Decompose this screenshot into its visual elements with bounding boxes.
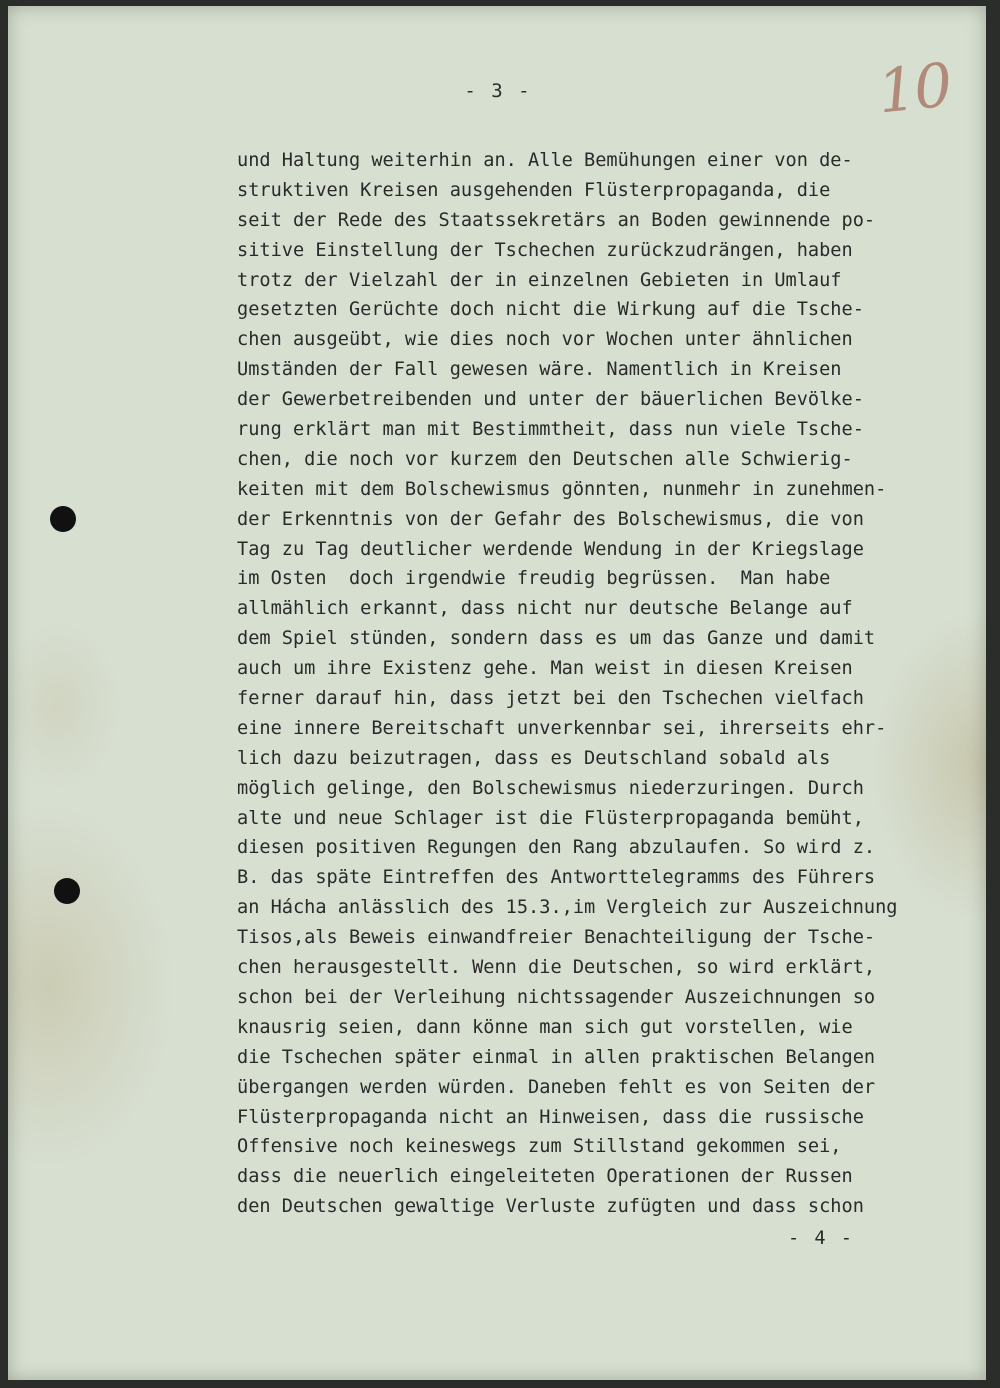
text-line: der Gewerbetreibenden und unter der bäuerlichen Bevölke-: [237, 389, 864, 411]
text-line: alte und neue Schlager ist die Flüsterpropaganda bemüht,: [237, 807, 864, 829]
text-line: chen, die noch vor kurzem den Deutschen alle Schwierig-: [237, 448, 853, 470]
text-line: seit der Rede des Staatssekretärs an Boden gewinnende po-: [237, 209, 876, 231]
text-line: sitive Einstellung der Tschechen zurückzudrängen, haben: [237, 239, 853, 261]
handwritten-folio-number: 10: [874, 50, 954, 128]
text-line: auch um ihre Existenz gehe. Man weist in diesen Kreisen: [237, 658, 853, 680]
punch-hole-upper: [50, 506, 76, 532]
text-line: gesetzten Gerüchte doch nicht die Wirkung auf die Tsche-: [237, 299, 864, 321]
text-line: keiten mit dem Bolschewismus gönnten, nunmehr in zunehmen-: [237, 478, 887, 500]
text-line: schon bei der Verleihung nichtssagender Auszeichnungen so: [237, 986, 876, 1008]
text-line: chen ausgeübt, wie dies noch vor Wochen unter ähnlichen: [237, 329, 853, 351]
text-line: möglich gelinge, den Bolschewismus niederzuringen. Durch: [237, 777, 864, 799]
text-line: Flüsterpropaganda nicht an Hinweisen, dass die russische: [237, 1106, 864, 1128]
text-line: allmählich erkannt, dass nicht nur deutsche Belange auf: [237, 598, 853, 620]
text-line: und Haltung weiterhin an. Alle Bemühungen einer von de-: [237, 150, 853, 171]
text-line: im Osten doch irgendwie freudig begrüssen. Man habe: [237, 568, 831, 590]
text-line: dass die neuerlich eingeleiteten Operationen der Russen: [237, 1166, 853, 1188]
text-line: knausrig seien, dann könne man sich gut vorstellen, wie: [237, 1016, 853, 1038]
text-line: den Deutschen gewaltige Verluste zufügten und dass schon: [237, 1196, 864, 1218]
text-line: Offensive noch keineswegs zum Stillstand gekommen sei,: [237, 1136, 842, 1158]
punch-hole-lower: [54, 878, 80, 904]
text-line: übergangen werden würden. Daneben fehlt es von Seiten der: [237, 1076, 876, 1098]
text-line: trotz der Vielzahl der in einzelnen Gebieten in Umlauf: [237, 269, 842, 291]
text-line: Umständen der Fall gewesen wäre. Namentlich in Kreisen: [237, 359, 842, 381]
typed-body-text: [237, 146, 952, 1222]
text-line: dem Spiel stünden, sondern dass es um das Ganze und damit: [237, 628, 876, 650]
text-line: Tisos,als Beweis einwandfreier Benachteiligung der Tsche-: [237, 927, 876, 949]
text-line: rung erklärt man mit Bestimmtheit, dass nun viele Tsche-: [237, 419, 864, 441]
page-number: - 3 -: [464, 80, 532, 102]
text-line: diesen positiven Regungen den Rang abzulaufen. So wird z.: [237, 837, 876, 859]
document-page: [8, 6, 986, 1380]
text-line: lich dazu beizutragen, dass es Deutschland sobald als: [237, 747, 831, 769]
text-line: der Erkenntnis von der Gefahr des Bolschewismus, die von: [237, 508, 864, 530]
text-line: Tag zu Tag deutlicher werdende Wendung in der Kriegslage: [237, 538, 864, 560]
text-line: ferner darauf hin, dass jetzt bei den Tschechen vielfach: [237, 688, 864, 710]
text-line: eine innere Bereitschaft unverkennbar sei, ihrerseits ehr-: [237, 717, 887, 739]
text-line: die Tschechen später einmal in allen praktischen Belangen: [237, 1046, 876, 1068]
catchword-next-page: - 4 -: [788, 1228, 854, 1249]
text-line: chen herausgestellt. Wenn die Deutschen, so wird erklärt,: [237, 957, 876, 979]
text-line: an Hácha anlässlich des 15.3.,im Vergleich zur Auszeichnung: [237, 897, 898, 919]
text-line: B. das späte Eintreffen des Antworttelegramms des Führers: [237, 867, 876, 889]
text-line: struktiven Kreisen ausgehenden Flüsterpropaganda, die: [237, 179, 831, 201]
